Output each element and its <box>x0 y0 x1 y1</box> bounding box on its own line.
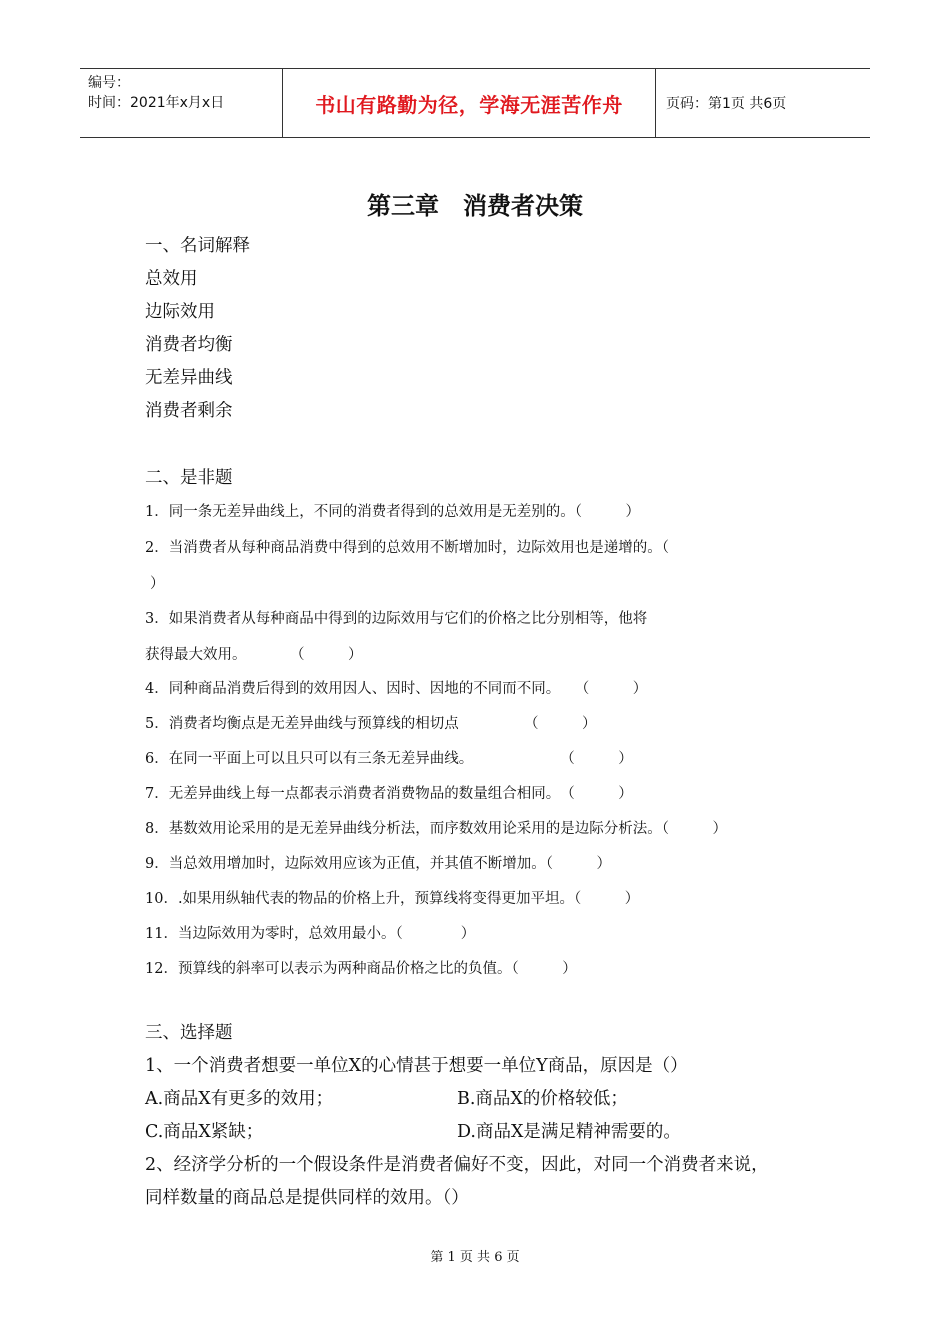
question-item: 9．当总效用增加时，边际效用应该为正值，并其值不断增加。（ ） <box>145 856 611 872</box>
question-item: 11．当边际效用为零时，总效用最小。（ ） <box>145 926 476 942</box>
question-item: 3．如果消费者从每种商品中得到的边际效用与它们的价格之比分别相等，他将 <box>145 611 648 627</box>
time-label: 时间：2021年x月x日 <box>88 95 225 111</box>
choice-option-a: A.商品X有更多的效用； <box>145 1089 334 1109</box>
choice-question: 2、经济学分析的一个假设条件是消费者偏好不变，因此，对同一个消费者来说， <box>145 1155 769 1175</box>
section1-heading: 一、名词解释 <box>145 236 250 256</box>
number-label: 编号： <box>88 75 130 91</box>
question-item-continuation: 获得最大效用。 （ ） <box>145 647 363 663</box>
choice-question: 1、一个消费者想要一单位X的心情甚于想要一单位Y商品，原因是（） <box>145 1056 688 1076</box>
question-item: 1．同一条无差异曲线上，不同的消费者得到的总效用是无差别的。（ ） <box>145 504 640 520</box>
term-item: 无差异曲线 <box>145 368 233 388</box>
choice-option-b: B.商品X的价格较低； <box>457 1089 628 1109</box>
header-motto-cell <box>282 69 656 137</box>
header-left-cell <box>80 69 282 137</box>
question-item: 10．.如果用纵轴代表的物品的价格上升，预算线将变得更加平坦。（ ） <box>145 891 640 907</box>
page-header <box>80 68 870 138</box>
page-footer: 第 1 页 共 6 页 <box>430 1250 520 1265</box>
question-item: 2．当消费者从每种商品消费中得到的总效用不断增加时，边际效用也是递增的。（ <box>145 540 669 556</box>
header-page-cell <box>656 69 870 137</box>
question-item: 7．无差异曲线上每一点都表示消费者消费物品的数量组合相同。 （ ） <box>145 786 633 802</box>
motto: 书山有路勤为径，学海无涯苦作舟 <box>315 92 623 117</box>
term-item: 消费者剩余 <box>145 401 233 421</box>
question-item-continuation: ） <box>150 576 165 592</box>
choice-question-continuation: 同样数量的商品总是提供同样的效用。（） <box>145 1188 469 1208</box>
section2-heading: 二、是非题 <box>145 468 233 488</box>
choice-option-c: C.商品X紧缺； <box>145 1122 264 1142</box>
question-item: 6．在同一平面上可以且只可以有三条无差异曲线。 （ ） <box>145 751 633 767</box>
question-item: 12．预算线的斜率可以表示为两种商品价格之比的负值。（ ） <box>145 961 577 977</box>
question-item: 8．基数效用论采用的是无差异曲线分析法，而序数效用论采用的是边际分析法。（ ） <box>145 821 727 837</box>
chapter-title: 第三章 消费者决策 <box>367 192 583 220</box>
question-item: 4．同种商品消费后得到的效用因人、因时、因地的不同而不同。 （ ） <box>145 681 648 697</box>
page-info: 页码：第1页 共6页 <box>666 96 787 112</box>
section3-heading: 三、选择题 <box>145 1023 233 1043</box>
term-item: 总效用 <box>145 269 198 289</box>
choice-option-d: D.商品X是满足精神需要的。 <box>457 1122 681 1142</box>
term-item: 消费者均衡 <box>145 335 233 355</box>
term-item: 边际效用 <box>145 302 215 322</box>
question-item: 5．消费者均衡点是无差异曲线与预算线的相切点 （ ） <box>145 716 597 732</box>
